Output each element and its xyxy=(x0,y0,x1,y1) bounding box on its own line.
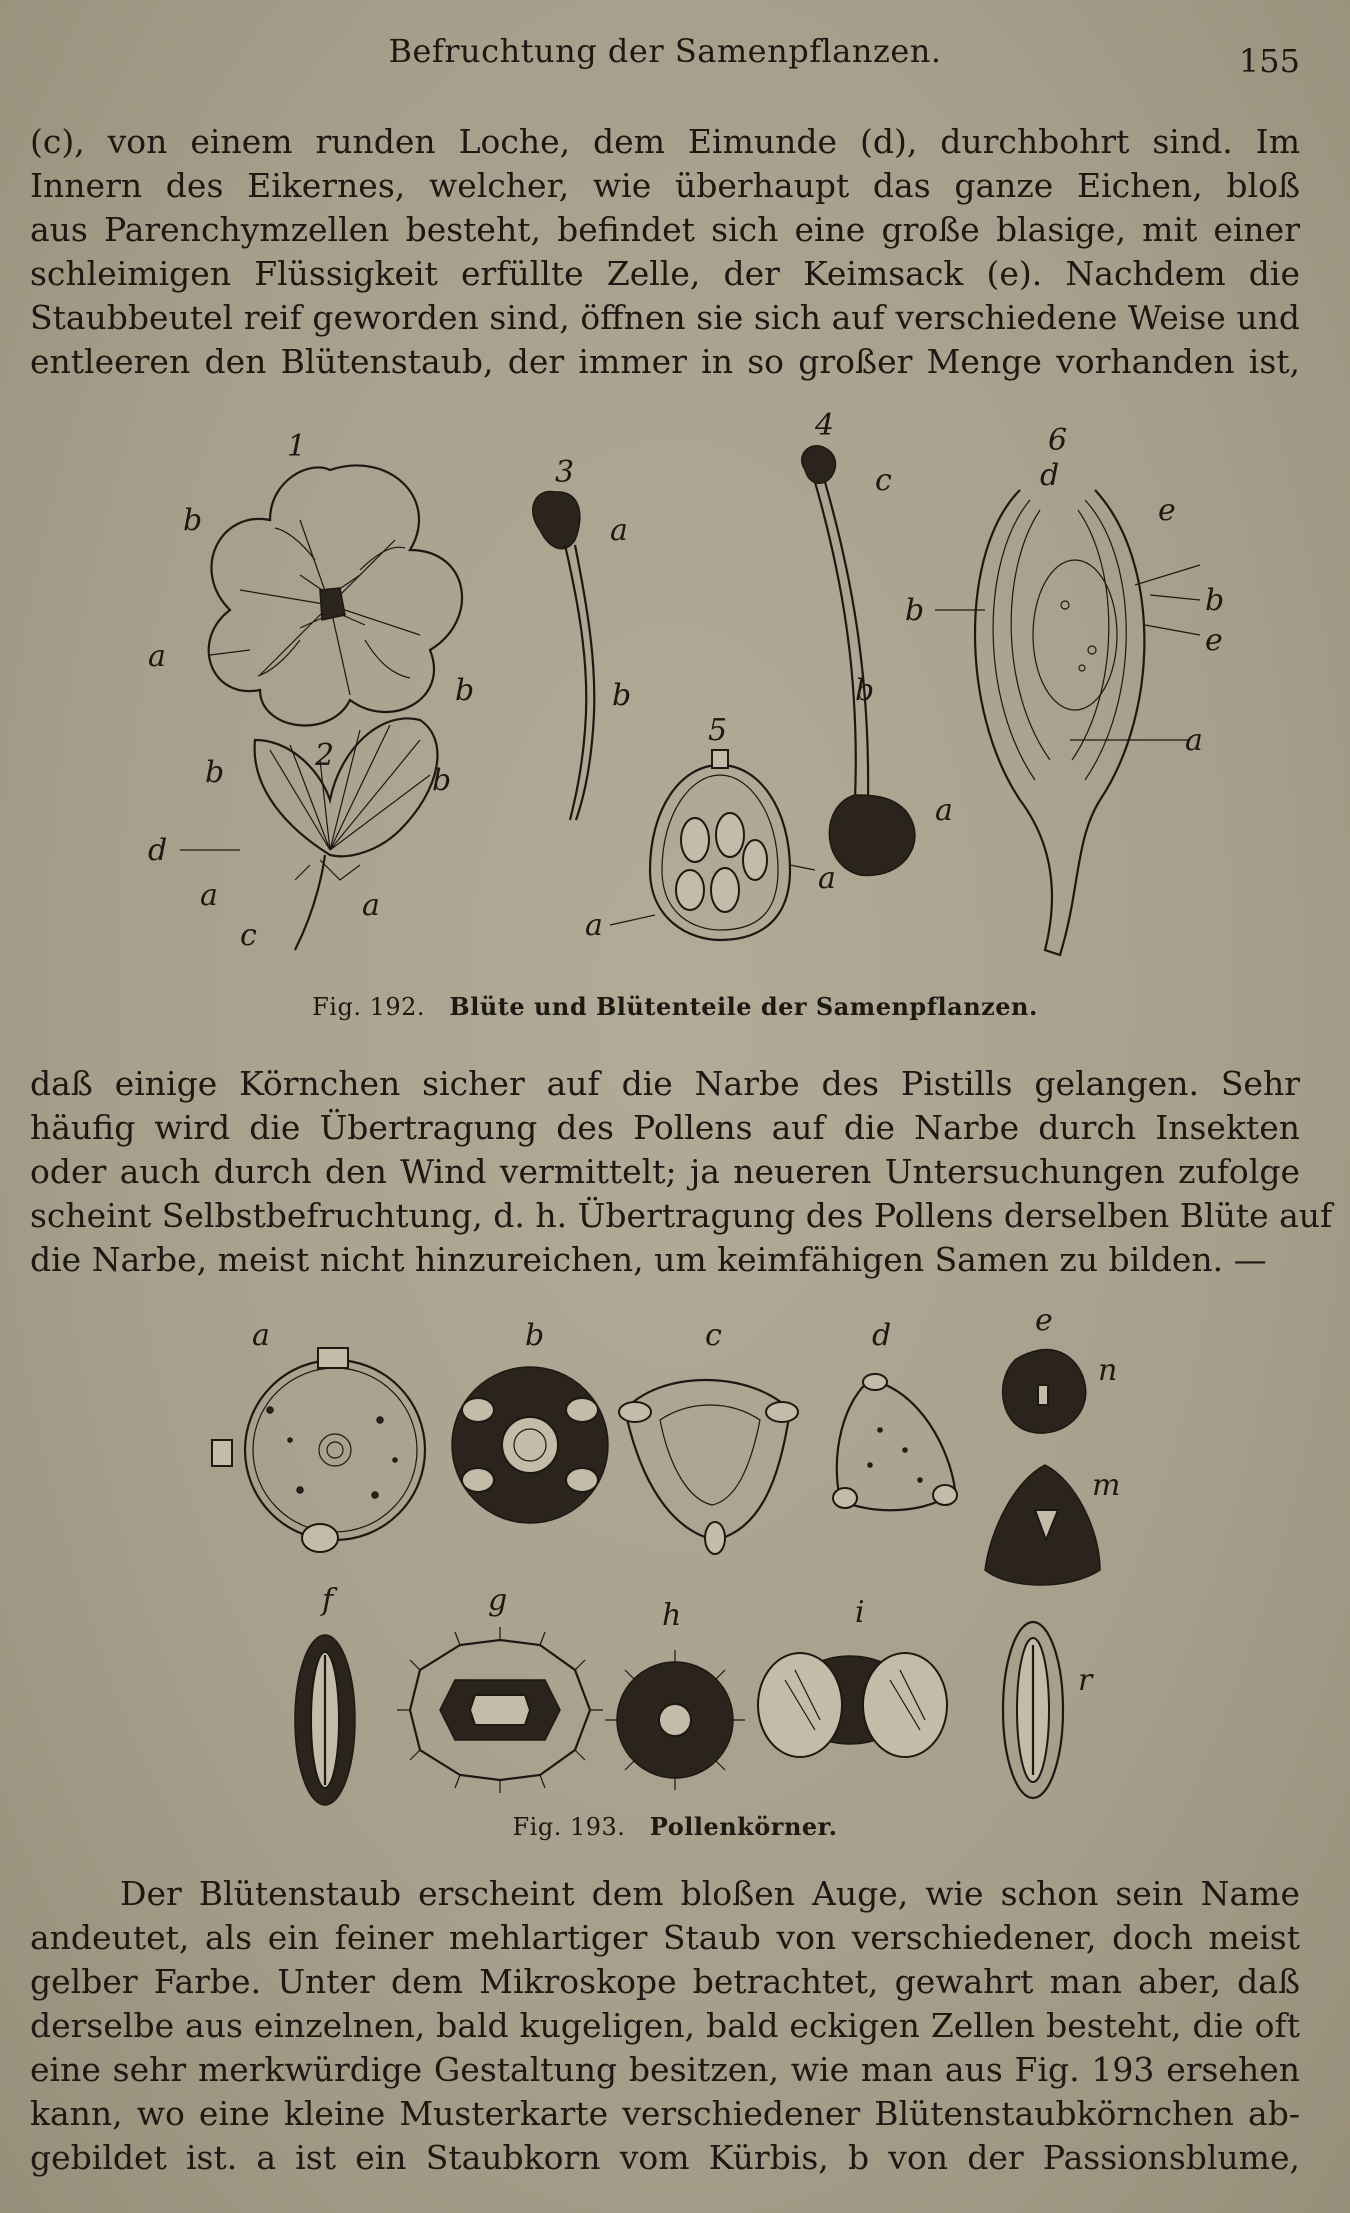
paragraph-3-line: kann, wo eine kleine Musterkarte verschiedener Blütenstaubkörnchen ab- xyxy=(30,2094,1300,2133)
paragraph-3 xyxy=(30,1872,1300,2180)
figure-label: d xyxy=(148,833,168,868)
figure-label: n xyxy=(1098,1353,1118,1388)
figure-label: 3 xyxy=(555,455,575,490)
figure-label: g xyxy=(488,1583,508,1618)
figure-label: a xyxy=(935,793,953,828)
pollen-grain-f xyxy=(295,1635,355,1805)
figure-193-caption xyxy=(0,1812,1350,1841)
pollen-grain-a xyxy=(212,1348,425,1552)
figure-192-caption xyxy=(0,992,1350,1021)
figure-label: c xyxy=(240,918,257,953)
running-title: Befruchtung der Samenpflanzen. xyxy=(388,32,942,70)
figure-label: e xyxy=(1035,1303,1053,1338)
flower-side-view-illustration xyxy=(180,718,437,950)
caption-text: Pollenkörner. xyxy=(649,1812,838,1841)
paragraph-1 xyxy=(30,120,1300,384)
figure-label: i xyxy=(855,1595,865,1630)
figure-label: b xyxy=(205,755,225,790)
pollen-grain-h xyxy=(605,1650,745,1790)
ovary-section-illustration xyxy=(610,750,815,940)
figure-label: b xyxy=(432,763,452,798)
figure-193 xyxy=(0,1300,1350,1860)
figure-label: c xyxy=(875,463,892,498)
figure-label: a xyxy=(362,888,380,923)
paragraph-3-line: Der Blütenstaub erscheint dem bloßen Auge, wie schon sein Name xyxy=(120,1874,1300,1913)
stamen-illustration xyxy=(533,492,595,820)
figure-label: a xyxy=(818,861,836,896)
paragraph-2-line: oder auch durch den Wind vermittelt; ja neueren Untersuchungen zufolge xyxy=(30,1152,1300,1191)
caption-text: Blüte und Blütenteile der Samenpflanzen. xyxy=(449,992,1038,1021)
figure-192-illustration xyxy=(0,410,1350,990)
figure-192 xyxy=(0,410,1350,1030)
paragraph-2-line: häufig wird die Übertragung des Pollens auf die Narbe durch Insekten xyxy=(30,1108,1300,1147)
paragraph-3-line: andeutet, als ein feiner mehlartiger Staub von verschiedener, doch meist xyxy=(30,1918,1300,1957)
paragraph-3-line: derselbe aus einzelnen, bald kugeligen, bald eckigen Zellen besteht, die oft xyxy=(30,2006,1300,2045)
paragraph-1-line: Innern des Eikernes, welcher, wie überhaupt das ganze Eichen, bloß xyxy=(30,166,1300,205)
figure-label: 1 xyxy=(287,429,307,464)
pollen-grain-c xyxy=(619,1380,798,1554)
pollen-grain-e-n xyxy=(1003,1349,1086,1433)
paragraph-1-line: Staubbeutel reif geworden sind, öffnen sie sich auf verschiedene Weise und xyxy=(30,298,1300,337)
figure-label: a xyxy=(610,513,628,548)
figure-label: f xyxy=(322,1583,334,1618)
figure-label: 6 xyxy=(1048,423,1068,458)
pollen-grain-b xyxy=(452,1367,608,1523)
figure-label: 2 xyxy=(315,738,335,773)
figure-label: e xyxy=(1205,623,1223,658)
figure-label: d xyxy=(1040,458,1060,493)
pollen-grain-i xyxy=(758,1653,947,1757)
paragraph-3-line: gebildet ist. a ist ein Staubkorn vom Kürbis, b von der Passionsblume, xyxy=(30,2138,1300,2177)
paragraph-2-line: daß einige Körnchen sicher auf die Narbe des Pistills gelangen. Sehr xyxy=(30,1064,1300,1103)
pollen-grain-e-m xyxy=(985,1465,1100,1585)
paragraph-2 xyxy=(30,1062,1333,1282)
figure-label: r xyxy=(1078,1663,1093,1698)
flower-illustration xyxy=(209,465,462,725)
page-header xyxy=(30,28,1300,78)
paragraph-1-line: schleimigen Flüssigkeit erfüllte Zelle, der Keimsack (e). Nachdem die xyxy=(30,254,1300,293)
figure-label: a xyxy=(1185,723,1203,758)
figure-label: h xyxy=(662,1598,682,1633)
ovule-section-illustration xyxy=(935,490,1200,955)
paragraph-1-line: entleeren den Blütenstaub, der immer in so großer Menge vorhanden ist, xyxy=(30,342,1300,381)
pistil-illustration xyxy=(802,446,915,876)
paragraph-2-line: scheint Selbstbefruchtung, d. h. Übertragung des Pollens derselben Blüte auf xyxy=(30,1196,1333,1235)
figure-label: b xyxy=(525,1318,545,1353)
figure-label: b xyxy=(183,503,203,538)
figure-label: c xyxy=(705,1318,722,1353)
pollen-grain-r xyxy=(1003,1622,1063,1798)
figure-193-illustration xyxy=(0,1300,1350,1820)
pollen-grain-g xyxy=(397,1627,603,1793)
page-number: 155 xyxy=(1238,42,1300,80)
pollen-grain-d xyxy=(833,1374,957,1510)
figure-label: a xyxy=(148,639,166,674)
figure-label: e xyxy=(1158,493,1176,528)
figure-label: 4 xyxy=(815,410,835,443)
figure-label: m xyxy=(1092,1468,1121,1503)
figure-label: b xyxy=(1205,583,1225,618)
figure-label: a xyxy=(585,908,603,943)
figure-label: d xyxy=(872,1318,892,1353)
caption-prefix: Fig. 192. xyxy=(312,993,426,1021)
figure-label: b xyxy=(455,673,475,708)
paragraph-3-line: gelber Farbe. Unter dem Mikroskope betrachtet, gewahrt man aber, daß xyxy=(30,1962,1300,2001)
figure-label: b xyxy=(855,673,875,708)
figure-label: a xyxy=(200,878,218,913)
figure-label: a xyxy=(252,1318,270,1353)
paragraph-1-line: aus Parenchymzellen besteht, befindet sich eine große blasige, mit einer xyxy=(30,210,1300,249)
paragraph-1-line: (c), von einem runden Loche, dem Eimunde (d), durchbohrt sind. Im xyxy=(30,122,1300,161)
figure-label: b xyxy=(612,678,632,713)
paragraph-2-line: die Narbe, meist nicht hinzureichen, um keimfähigen Samen zu bilden. — xyxy=(30,1240,1267,1279)
paragraph-3-line: eine sehr merkwürdige Gestaltung besitzen, wie man aus Fig. 193 ersehen xyxy=(30,2050,1300,2089)
figure-label: b xyxy=(905,593,925,628)
caption-prefix: Fig. 193. xyxy=(512,1813,626,1841)
figure-label: 5 xyxy=(708,713,728,748)
